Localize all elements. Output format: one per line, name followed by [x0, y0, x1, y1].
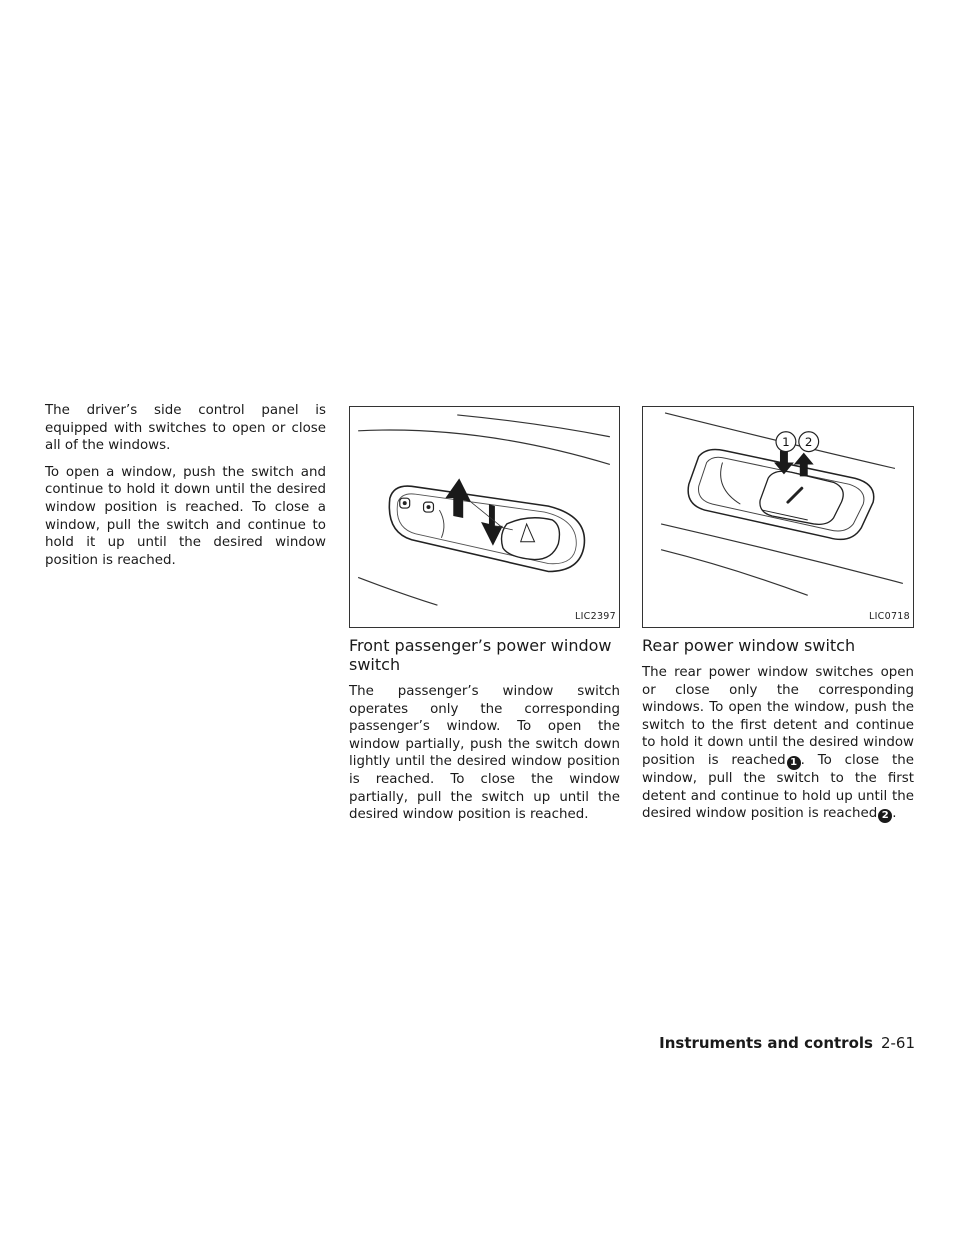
- rear-switch-illustration: [642, 406, 914, 628]
- intro-paragraph-2: To open a window, push the switch and continue to hold it down until the desired window position is reached. To close a window, pull the switch and continue to hold it up until the desired window position is reached.: [45, 464, 326, 568]
- rear-heading: Rear power window switch: [642, 636, 856, 655]
- front-passenger-switch-illustration: [349, 406, 620, 628]
- page-footer: [659, 1034, 915, 1052]
- step-2-badge: 2: [878, 809, 892, 823]
- page-number: 2-61: [880, 1034, 915, 1052]
- front-passenger-heading: Front passenger’s power window switch: [349, 636, 612, 674]
- front-passenger-column: [349, 406, 620, 833]
- section-title: Instruments and controls: [659, 1034, 873, 1052]
- rear-window-column: [642, 406, 914, 832]
- step-1-badge: 1: [787, 756, 801, 770]
- figure-code: LIC2397: [574, 611, 616, 623]
- callout-1: 1: [782, 435, 790, 450]
- rear-body: [642, 664, 914, 823]
- rear-body-part-2: . To close the window, pull the switch to the first detent and continue to hold up until the desired window position is reached: [642, 752, 914, 822]
- rear-switch-drawing: [643, 407, 913, 627]
- front-passenger-body: The passenger’s window switch operates only the corresponding passenger’s window. To open the window partially, push the switch down lightly until the desired window position is reached. To close the window partially, pull the switch up until the desired window position is reached.: [349, 684, 620, 823]
- rear-body-part-3: .: [892, 806, 897, 822]
- figure-code: LIC0718: [868, 611, 910, 623]
- intro-column: [45, 402, 326, 578]
- window-switch-drawing: [350, 407, 619, 627]
- intro-paragraph-1: The driver’s side control panel is equipped with switches to open or close all of the windows.: [45, 403, 326, 454]
- callout-2: 2: [804, 435, 813, 450]
- rear-body-part-1: The rear power window switches open or close only the corresponding windows. To open the window, push the switch to the first detent and continue to hold it down until the desired window position is reached: [642, 665, 914, 768]
